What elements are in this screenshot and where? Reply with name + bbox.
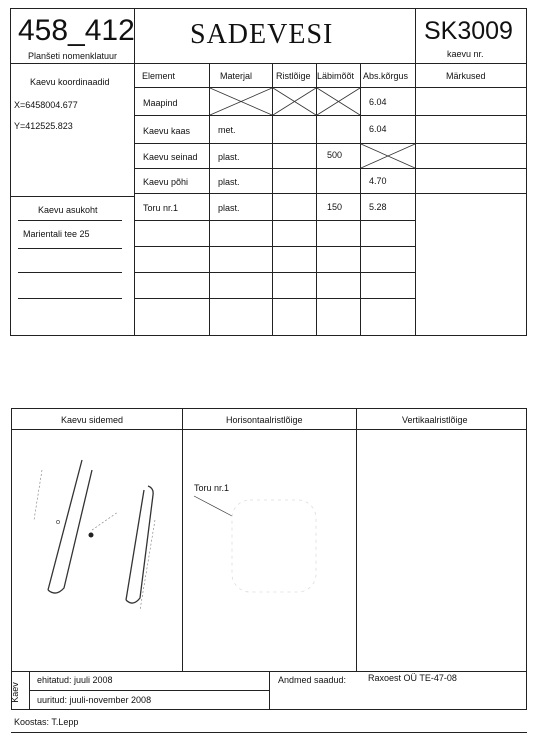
coord-y: Y=412525.823 xyxy=(14,121,73,131)
sheet-number: 458_412 xyxy=(18,14,135,47)
built-date: ehitatud: juuli 2008 xyxy=(37,675,113,685)
table-cell-height: 5.28 xyxy=(369,202,387,212)
page-title: SADEVESI xyxy=(190,19,334,50)
table-cell-element: Kaevu kaas xyxy=(143,126,191,136)
table-cell-height: 4.70 xyxy=(369,176,387,186)
section-links-title: Kaevu sidemed xyxy=(61,415,124,425)
coords-label: Kaevu koordinaadid xyxy=(30,77,110,87)
section-vertical-title: Vertikaalristlõige xyxy=(402,415,468,425)
table-cell-height: 6.04 xyxy=(369,124,387,134)
well-number: SK3009 xyxy=(424,17,513,45)
table-cell-diameter: 150 xyxy=(327,202,343,212)
table-cell-diameter: 500 xyxy=(327,150,343,160)
pipe-label: Toru nr.1 xyxy=(194,483,230,493)
col-header-diameter: Läbimõõt xyxy=(317,71,355,81)
data-source-label: Andmed saadud: xyxy=(278,675,347,685)
section-horizontal-title: Horisontaalristlõige xyxy=(226,415,303,425)
sheet-label: Planšeti nomenklatuur xyxy=(28,51,118,61)
data-source: Raxoest OÜ TE-47-08 xyxy=(368,673,457,683)
table-cell-material: plast. xyxy=(218,203,240,213)
surveyed-date: uuritud: juuli-november 2008 xyxy=(37,695,152,705)
table-cell-material: met. xyxy=(218,125,236,135)
table-cell-element: Toru nr.1 xyxy=(143,203,179,213)
table-cell-element: Kaevu põhi xyxy=(143,177,189,187)
footer-side-label: Kaev xyxy=(9,682,20,703)
col-header-height: Abs.kõrgus xyxy=(363,71,409,81)
table-cell-element: Kaevu seinad xyxy=(143,152,198,162)
table-cell-element: Maapind xyxy=(143,98,178,108)
table-cell-height: 6.04 xyxy=(369,97,387,107)
col-header-notes: Märkused xyxy=(446,71,486,81)
well-number-label: kaevu nr. xyxy=(447,49,484,59)
author: Koostas: T.Lepp xyxy=(14,717,79,727)
table-cell-material: plast. xyxy=(218,152,240,162)
location-value: Marientali tee 25 xyxy=(23,229,90,239)
coord-x: X=6458004.677 xyxy=(14,100,78,110)
col-header-element: Element xyxy=(142,71,176,81)
col-header-cross: Ristlõige xyxy=(276,71,311,81)
col-header-material: Materjal xyxy=(220,71,253,81)
location-label: Kaevu asukoht xyxy=(38,205,98,215)
table-cell-material: plast. xyxy=(218,177,240,187)
